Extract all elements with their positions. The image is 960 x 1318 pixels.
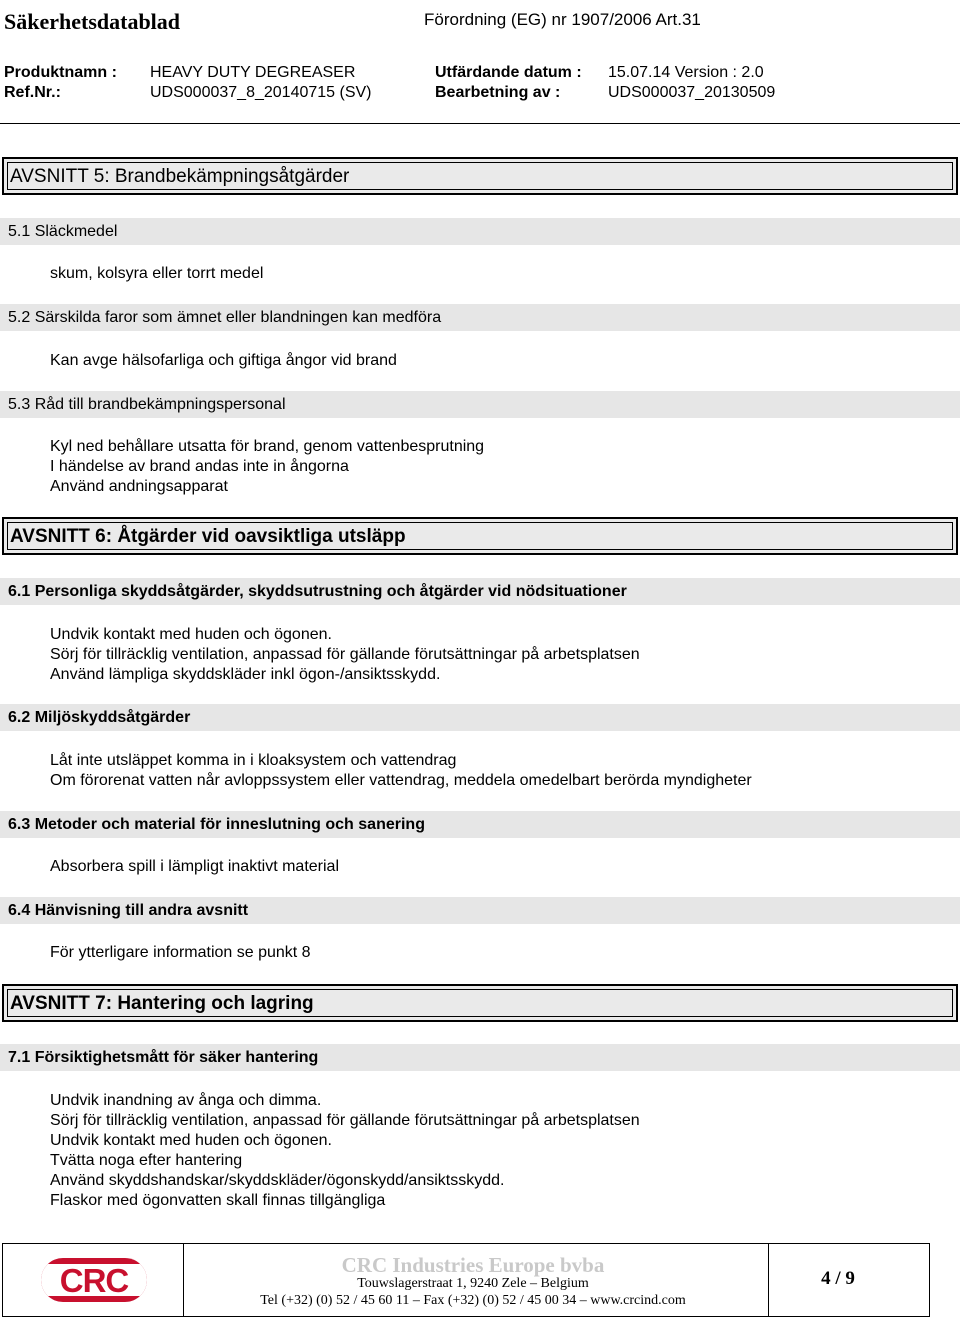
text-line: Låt inte utsläppet komma in i kloaksystem och vattendrag [50, 752, 457, 769]
subsection-5-2-header [0, 304, 960, 331]
section-7-header [2, 984, 958, 1022]
processing-value: UDS000037_20130509 [608, 84, 776, 101]
text-line: Sörj för tillräcklig ventilation, anpassad för gällande förutsättningar på arbetsplatsen [50, 1112, 640, 1129]
text-line: För ytterligare information se punkt 8 [50, 944, 311, 961]
processing-label: Bearbetning av : [435, 84, 561, 101]
text-line: Kyl ned behållare utsatta för brand, genom vattenbesprutning [50, 438, 485, 455]
text-line: Använd skyddshandskar/skyddskläder/ögonskydd/ansiktsskydd. [50, 1172, 505, 1189]
subsection-6-3-header [0, 811, 960, 838]
issue-date-label: Utfärdande datum : [435, 64, 582, 81]
text-line: Undvik kontakt med huden och ögonen. [50, 626, 332, 643]
subsection-5-2-title: 5.2 Särskilda faror som ämnet eller blandningen kan medföra [8, 309, 442, 326]
text-line: Absorbera spill i lämpligt inaktivt material [50, 858, 339, 875]
document-title: Säkerhetsdatablad [4, 9, 181, 34]
subsection-7-1-header [0, 1044, 960, 1071]
subsection-6-1-body [50, 625, 640, 685]
company-address: Touwslagerstraat 1, 9240 Zele – Belgium [357, 1276, 589, 1291]
text-line: Använd lämpliga skyddskläder inkl ögon-/ansiktsskydd. [50, 666, 441, 683]
subsection-5-3-header [0, 391, 960, 418]
company-name: CRC Industries Europe bvba [341, 1253, 605, 1277]
page-number: 4 / 9 [821, 1268, 855, 1289]
crc-logo-text: CRC [59, 1262, 129, 1299]
subsection-6-2-body [50, 751, 752, 791]
header-divider [0, 123, 960, 124]
company-contact: Tel (+32) (0) 52 / 45 60 11 – Fax (+32) (0) 52 / 45 00 34 – www.crcind.com [260, 1293, 686, 1308]
subsection-6-3-title: 6.3 Metoder och material för inneslutning och sanering [8, 816, 425, 833]
subsection-5-1-header [0, 218, 960, 245]
subsection-6-3-body [50, 857, 339, 877]
subsection-5-2-body [50, 351, 397, 371]
issue-date-version-value: 15.07.14 Version : 2.0 [608, 64, 764, 81]
text-line: Undvik kontakt med huden och ögonen. [50, 1132, 332, 1149]
subsection-6-1-title: 6.1 Personliga skyddsåtgärder, skyddsutrustning och åtgärder vid nödsituationer [8, 583, 627, 600]
text-line: Om förorenat vatten når avloppssystem eller vattendrag, meddela omedelbart berörda myndigheter [50, 772, 752, 789]
subsection-5-1-body [50, 264, 263, 284]
section-6-header [2, 517, 958, 555]
section-5-header [2, 157, 958, 195]
subsection-6-2-title: 6.2 Miljöskyddsåtgärder [8, 709, 191, 726]
product-name-label: Produktnamn : [4, 64, 117, 81]
subsection-6-4-title: 6.4 Hänvisning till andra avsnitt [8, 902, 249, 919]
section-7-title: AVSNITT 7: Hantering och lagring [10, 993, 314, 1014]
subsection-6-4-body [50, 943, 311, 963]
subsection-5-3-body [50, 437, 484, 497]
text-line: I händelse av brand andas inte in ångorna [50, 458, 349, 475]
text-line: Sörj för tillräcklig ventilation, anpassad för gällande förutsättningar på arbetsplatsen [50, 646, 640, 663]
text-line: Flaskor med ögonvatten skall finnas tillgängliga [50, 1192, 386, 1209]
section-6-title: AVSNITT 6: Åtgärder vid oavsiktliga utsläpp [10, 526, 406, 547]
text-line: skum, kolsyra eller torrt medel [50, 265, 264, 282]
subsection-6-2-header [0, 704, 960, 731]
ref-number-value: UDS000037_8_20140715 (SV) [150, 84, 372, 101]
subsection-6-4-header [0, 897, 960, 924]
subsection-7-1-title: 7.1 Försiktighetsmått för säker hantering [8, 1049, 319, 1066]
ref-number-label: Ref.Nr.: [4, 84, 61, 101]
subsection-5-3-title: 5.3 Råd till brandbekämpningspersonal [8, 396, 286, 413]
product-name-value: HEAVY DUTY DEGREASER [150, 64, 356, 81]
subsection-5-1-title: 5.1 Släckmedel [8, 223, 118, 240]
text-line: Kan avge hälsofarliga och giftiga ångor vid brand [50, 352, 397, 369]
regulation-reference: Förordning (EG) nr 1907/2006 Art.31 [424, 10, 701, 29]
crc-logo [41, 1258, 147, 1302]
subsection-7-1-body [50, 1091, 640, 1211]
section-5-title: AVSNITT 5: Brandbekämpningsåtgärder [10, 166, 350, 187]
text-line: Tvätta noga efter hantering [50, 1152, 243, 1169]
text-line: Använd andningsapparat [50, 478, 228, 495]
footer [2, 1243, 930, 1317]
subsection-6-1-header [0, 578, 960, 605]
text-line: Undvik inandning av ånga och dimma. [50, 1092, 322, 1109]
